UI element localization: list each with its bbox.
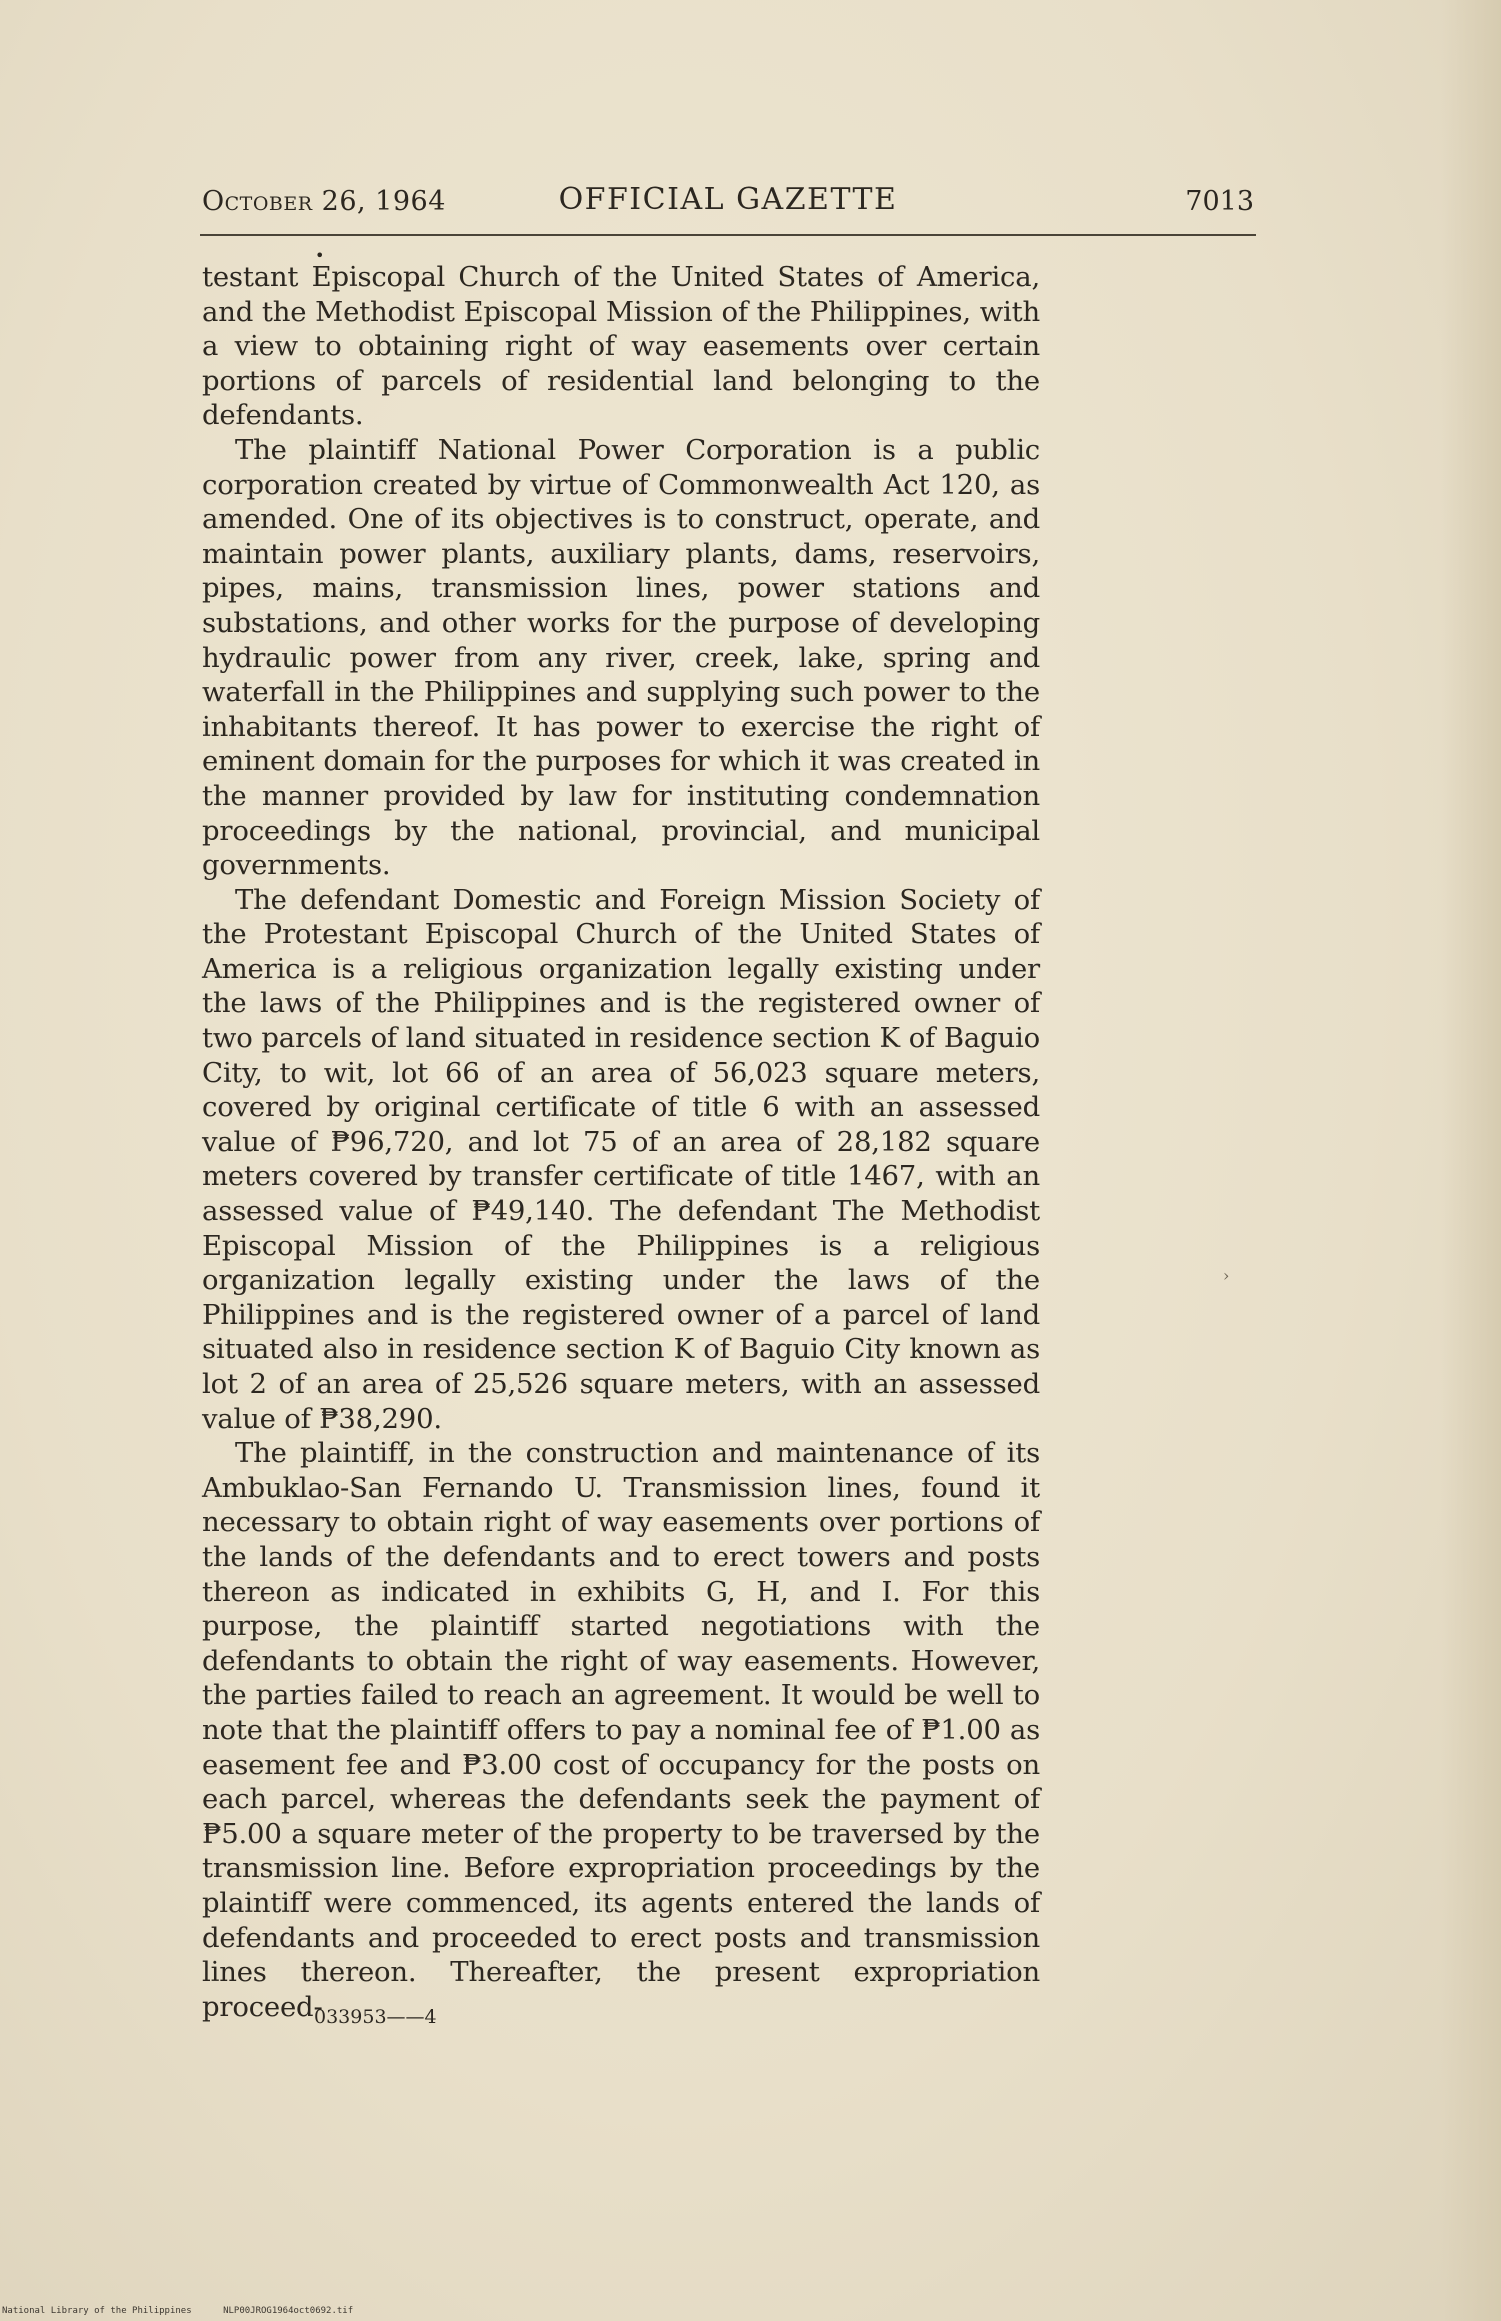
header-title: OFFICIAL GAZETTE — [558, 182, 898, 217]
running-header — [202, 178, 1254, 230]
footer-library: National Library of the Philippines — [2, 2306, 192, 2316]
page-number: 7013 — [1185, 186, 1254, 217]
footer-filename: NLP00JROG1964oct0692.tif — [223, 2306, 354, 2316]
paragraph: The plaintiff National Power Corporation is a public corporation created by virtue of Commonwealth Act 120, as amended. One of its objectives is to construct, operate, and maintain power plants, auxiliary plants, dams, reservoirs, pipes, mains, transmission lines, power stations and substations, and other works for the purpose of developing hydraulic power from any river, creek, lake, spring and waterfall in the Philippines and supplying such power to the inhabitants thereof. It has power to exercise the right of eminent domain for the purposes for which it was created in the manner provided by law for instituting condemnation proceedings by the national, provincial, and municipal governments. — [202, 433, 1040, 882]
paragraph: The plaintiff, in the construction and maintenance of its Ambuklao-San Fernando U. Transmission lines, found it necessary to obtain right of way easements over portions of the lands of the defendants and to erect towers and posts thereon as indicated in exhibits G, H, and I. For this purpose, the plaintiff started negotiations with the defendants to obtain the right of way easements. However, the parties failed to reach an agreement. It would be well to note that the plaintiff offers to pay a nominal fee of ₱1.00 as easement fee and ₱3.00 cost of occupancy for the posts on each parcel, whereas the defendants seek the payment of ₱5.00 a square meter of the property to be traversed by the transmission line. Before expropriation proceedings by the plaintiff were commenced, its agents entered the lands of defendants and proceeded to erect posts and transmission lines thereon. Thereafter, the present expropriation proceed- — [202, 1437, 1040, 2023]
signature-mark: 033953——4 — [314, 2006, 437, 2028]
body-text — [202, 260, 1040, 2024]
scan-footer — [2, 2306, 353, 2316]
header-rule — [200, 234, 1256, 236]
margin-mark: › — [1223, 1266, 1230, 1285]
paragraph-continued: testant Episcopal Church of the United States of America, and the Methodist Episcopal Mission of the Philippines, with a view to obtaining right of way easements over certain portions of parcels of residential land belonging to the defendants. — [202, 261, 1040, 432]
header-date: October 26, 1964 — [202, 186, 446, 217]
page-edge-shadow — [1441, 0, 1501, 2321]
stray-dot: • — [315, 246, 325, 265]
paragraph: The defendant Domestic and Foreign Mission Society of the Protestant Episcopal Church of the United States of America is a religious organization legally existing under the laws of the Philippines and is the registered owner of two parcels of land situated in residence section K of Baguio City, to wit, lot 66 of an area of 56,023 square meters, covered by original certificate of title 6 with an assessed value of ₱96,720, and lot 75 of an area of 28,182 square meters covered by transfer certificate of title 1467, with an assessed value of ₱49,140. The defendant The Methodist Episcopal Mission of the Philippines is a religious organization legally existing under the laws of the Philippines and is the registered owner of a parcel of land situated also in residence section K of Baguio City known as lot 2 of an area of 25,526 square meters, with an assessed value of ₱38,290. — [202, 883, 1040, 1435]
